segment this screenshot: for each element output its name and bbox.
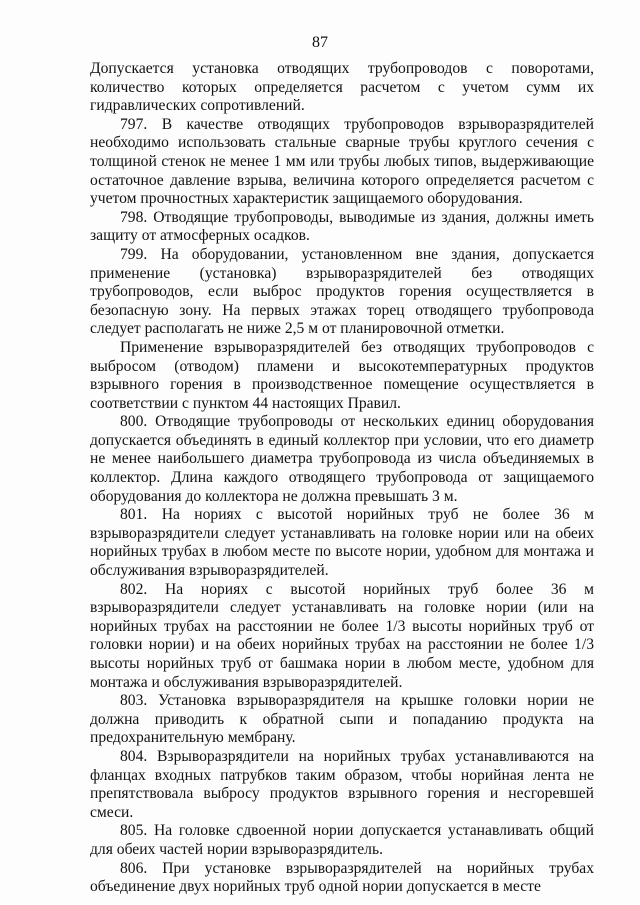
paragraph-802: 802. На нориях с высотой норийных труб более 36 м взрыворазрядители следует устанавливать на головке нории (или на норийных трубах на расстоянии не более 1/3 высоты норийных труб от головки нории) и на обеих норийных трубах на расстоянии не более 1/3 высоты норийных труб от башмака нории в любом месте, удобном для монтажа и обслуживания взрыворазрядителей. [90,580,594,691]
paragraph-798: 798. Отводящие трубопроводы, выводимые из здания, должны иметь защиту от атмосферных осадков. [90,208,594,245]
paragraph-799: 799. На оборудовании, установленном вне здания, допускается применение (установка) взрыворазрядителей без отводящих трубопроводов, если выброс продуктов горения осуществляется в безопасную зону. На первых этажах торец отводящего трубопровода следует располагать не ниже 2,5 м от планировочной отметки. [90,245,594,338]
paragraph-801: 801. На нориях с высотой норийных труб не более 36 м взрыворазрядители следует устанавливать на головке нории или на обеих норийных трубах в любом месте по высоте нории, удобном для монтажа и обслуживания взрыворазрядителей. [90,506,594,580]
paragraph-805: 805. На головке сдвоенной нории допускается устанавливать общий для обеих частей нории взрыворазрядитель. [90,822,594,858]
page-number: 87 [312,34,328,51]
paragraph-804: 804. Взрыворазрядители на норийных трубах устанавливаются на фланцах входных патрубков таким образом, чтобы норийная лента не препятствовала выбросу продуктов взрывного горения и несгоревшей смеси. [90,747,594,821]
paragraph-800: 800. Отводящие трубопроводы от нескольких единиц оборудования допускается объединять в единый коллектор при условии, что его диаметр не менее наибольшего диаметра трубопровода из числа объединяемых в коллектор. Длина каждого отводящего трубопровода от защищаемого оборудования до коллектора не должна превышать 3 м. [90,413,594,505]
paragraph-797: 797. В качестве отводящих трубопроводов взрыворазрядителей необходимо использовать стальные сварные трубы круглого сечения с толщиной стенок не менее 1 мм или трубы любых типов, выдерживающие остаточное давление взрыва, величина которого определяется расчетом с учетом прочностных характеристик защищаемого оборудования. [90,115,594,208]
paragraph-803: 803. Установка взрыворазрядителя на крышке головки нории не должна приводить к обратной сыпи и попаданию продукта на предохранительную мембрану. [90,692,594,747]
document-body [90,60,594,897]
paragraph-806: 806. При установке взрыворазрядителей на норийных трубах объединение двух норийных труб одной нории допускается в месте [90,859,594,896]
paragraph-intro: Допускается установка отводящих трубопроводов с поворотами, количество которых определяется расчетом с учетом сумм их гидравлических сопротивлений. [90,60,594,115]
paragraph-799-continued: Применение взрыворазрядителей без отводящих трубопроводов с выбросом (отводом) пламени и высокотемпературных продуктов взрывного горения в производственное помещение осуществляется в соответствии с пунктом 44 настоящих Правил. [90,338,594,412]
